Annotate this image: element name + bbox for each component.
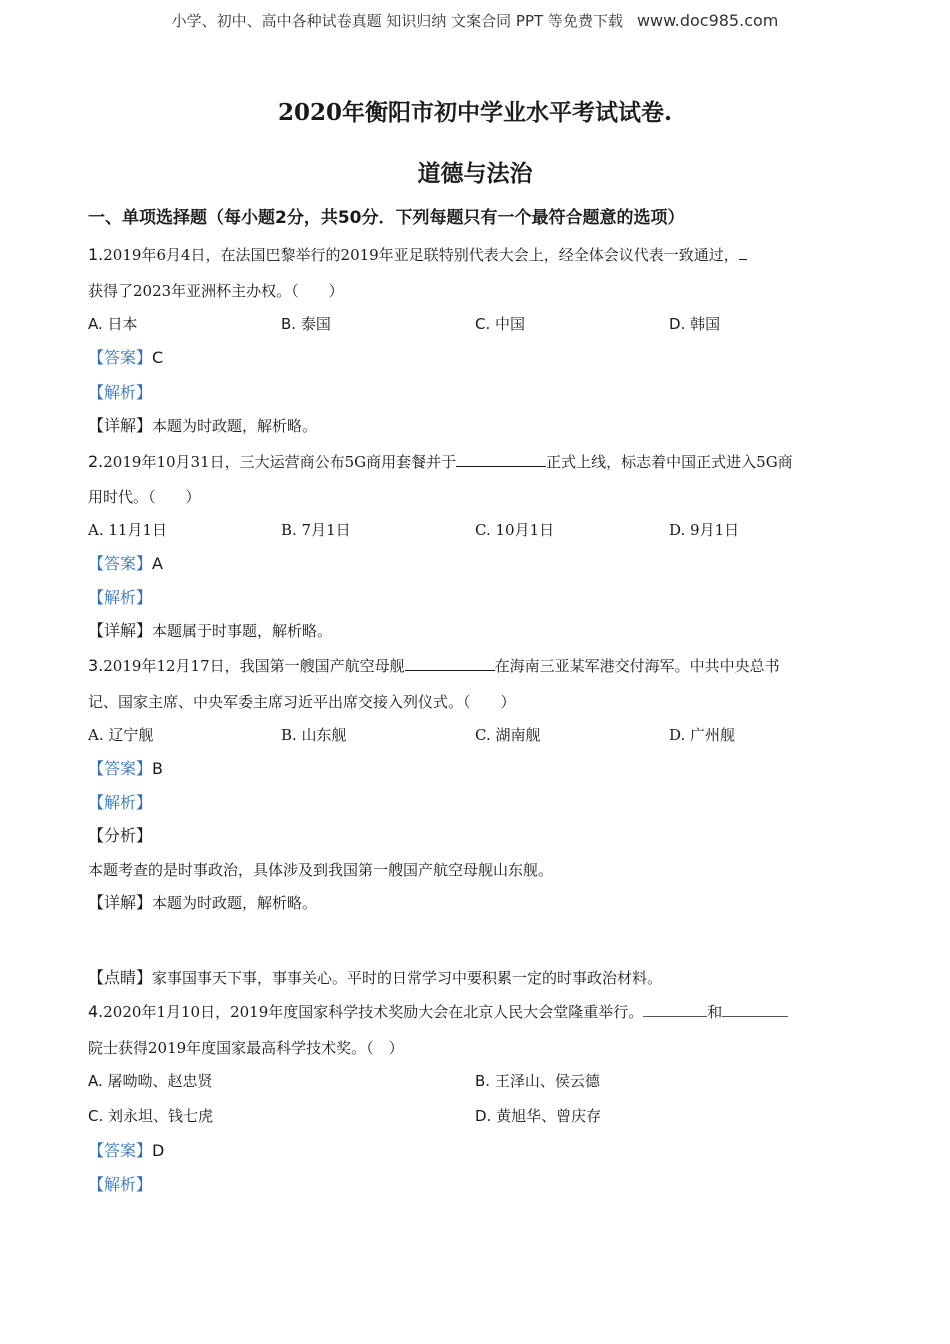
q3-text-1a: 2019年12月17日，我国第一艘国产航空母舰 (103, 657, 405, 675)
q3-blank (405, 655, 495, 671)
q3-detail-label: 【详解】 (88, 893, 153, 912)
q2-blank (456, 451, 546, 467)
q2-option-a[interactable]: A. 11月1日 (88, 521, 167, 539)
q2-text-2: 用时代。（ ） (88, 488, 201, 506)
q1-analysis-label: 【解析】 (88, 383, 153, 402)
q3-fenxi-label: 【分析】 (88, 826, 153, 845)
q3-answer-value: B (152, 759, 163, 778)
q3-option-d[interactable]: D. 广州舰 (669, 726, 736, 744)
exam-subtitle: 道德与法治 (417, 160, 533, 187)
q3-analysis-text: 本题考查的是时事政治，具体涉及到我国第一艘国产航空母舰山东舰。 (88, 861, 554, 879)
q4-blank-1 (643, 1001, 707, 1017)
q3-number: 3. (88, 656, 104, 675)
q1-detail-text: 本题为时政题，解析略。 (152, 417, 318, 435)
header-site-link[interactable]: www.doc985.com (636, 11, 779, 30)
q4-option-c[interactable]: C. 刘永坦、钱七虎 (88, 1107, 214, 1125)
q2-detail-text: 本题属于时事题，解析略。 (152, 622, 333, 640)
q1-option-d[interactable]: D. 韩国 (669, 315, 721, 333)
q4-answer (88, 1141, 164, 1161)
q2-answer-label: 【答案】 (88, 554, 153, 573)
q4-analysis-label: 【解析】 (88, 1175, 153, 1194)
q4-answer-label: 【答案】 (88, 1141, 153, 1160)
header-text: 小学、初中、高中各种试卷真题 知识归纳 文案合同 PPT 等免费下载 (171, 12, 623, 30)
q2-option-d[interactable]: D. 9月1日 (669, 521, 740, 539)
q2-answer-value: A (152, 554, 163, 573)
q3-answer (88, 759, 163, 779)
q4-text-1a: 2020年1月10日，2019年度国家科学技术奖励大会在北京人民大会堂隆重举行。 (103, 1003, 644, 1021)
q2-analysis-label: 【解析】 (88, 588, 153, 607)
q3-option-a[interactable]: A. 辽宁舰 (88, 726, 154, 744)
q2-detail-label: 【详解】 (88, 621, 153, 640)
q1-answer-value: C (152, 348, 164, 367)
q3-analysis-label: 【解析】 (88, 793, 153, 812)
q4-number: 4. (88, 1002, 104, 1021)
q3-detail (88, 893, 317, 913)
q3-text-2: 记、国家主席、中央军委主席习近平出席交接入列仪式。（ ） (88, 693, 516, 711)
q1-number: 1. (88, 245, 104, 264)
q4-blank-2 (722, 1001, 788, 1017)
q3-answer-label: 【答案】 (88, 759, 153, 778)
q4-option-b[interactable]: B. 王泽山、侯云德 (475, 1072, 600, 1090)
q4-text-2: 院士获得2019年度国家最高科学技术奖。（ ） (88, 1039, 404, 1057)
q1-line1 (88, 244, 747, 265)
q3-option-c[interactable]: C. 湖南舰 (475, 726, 541, 744)
page-header (0, 10, 950, 31)
q4-line1 (88, 1001, 788, 1022)
q3-dianjing-label: 【点睛】 (88, 968, 153, 987)
q1-option-b[interactable]: B. 泰国 (281, 315, 331, 333)
q3-option-b[interactable]: B. 山东舰 (281, 726, 347, 744)
q1-option-c[interactable]: C. 中国 (475, 315, 526, 333)
q1-text-1: 2019年6月4日，在法国巴黎举行的2019年亚足联特别代表大会上，经全体会议代表一致通过， (103, 246, 739, 264)
q2-text-1a: 2019年10月31日，三大运营商公布5G商用套餐并于 (103, 453, 457, 471)
q3-detail-text: 本题为时政题，解析略。 (152, 894, 318, 912)
q2-line1 (88, 451, 793, 472)
q3-dianjing (88, 968, 662, 988)
q1-option-a[interactable]: A. 日本 (88, 315, 138, 333)
q1-blank (739, 244, 747, 260)
q3-line1 (88, 655, 780, 676)
section-heading: 一、单项选择题（每小题2分，共50分．下列每题只有一个最符合题意的选项） (88, 208, 685, 228)
q3-dianjing-text: 家事国事天下事，事事关心。平时的日常学习中要积累一定的时事政治材料。 (152, 969, 663, 987)
q1-detail (88, 416, 317, 436)
q2-detail (88, 621, 332, 641)
q2-option-c[interactable]: C. 10月1日 (475, 521, 555, 539)
q3-text-1b: 在海南三亚某军港交付海军。中共中央总书 (494, 657, 780, 675)
q1-detail-label: 【详解】 (88, 416, 153, 435)
q4-option-a[interactable]: A. 屠呦呦、赵忠贤 (88, 1072, 213, 1090)
q1-answer-label: 【答案】 (88, 348, 153, 367)
q2-option-b[interactable]: B. 7月1日 (281, 521, 351, 539)
q1-answer (88, 348, 163, 368)
q4-answer-value: D (152, 1141, 165, 1160)
q4-text-and: 和 (707, 1003, 723, 1021)
q2-text-1b: 正式上线，标志着中国正式进入5G商 (546, 453, 793, 471)
q2-number: 2. (88, 452, 104, 471)
q1-text-2: 获得了2023年亚洲杯主办权。（ ） (88, 282, 344, 300)
q2-answer (88, 554, 163, 574)
exam-title: 2020年衡阳市初中学业水平考试试卷. (277, 99, 673, 126)
q4-option-d[interactable]: D. 黄旭华、曾庆存 (475, 1107, 602, 1125)
